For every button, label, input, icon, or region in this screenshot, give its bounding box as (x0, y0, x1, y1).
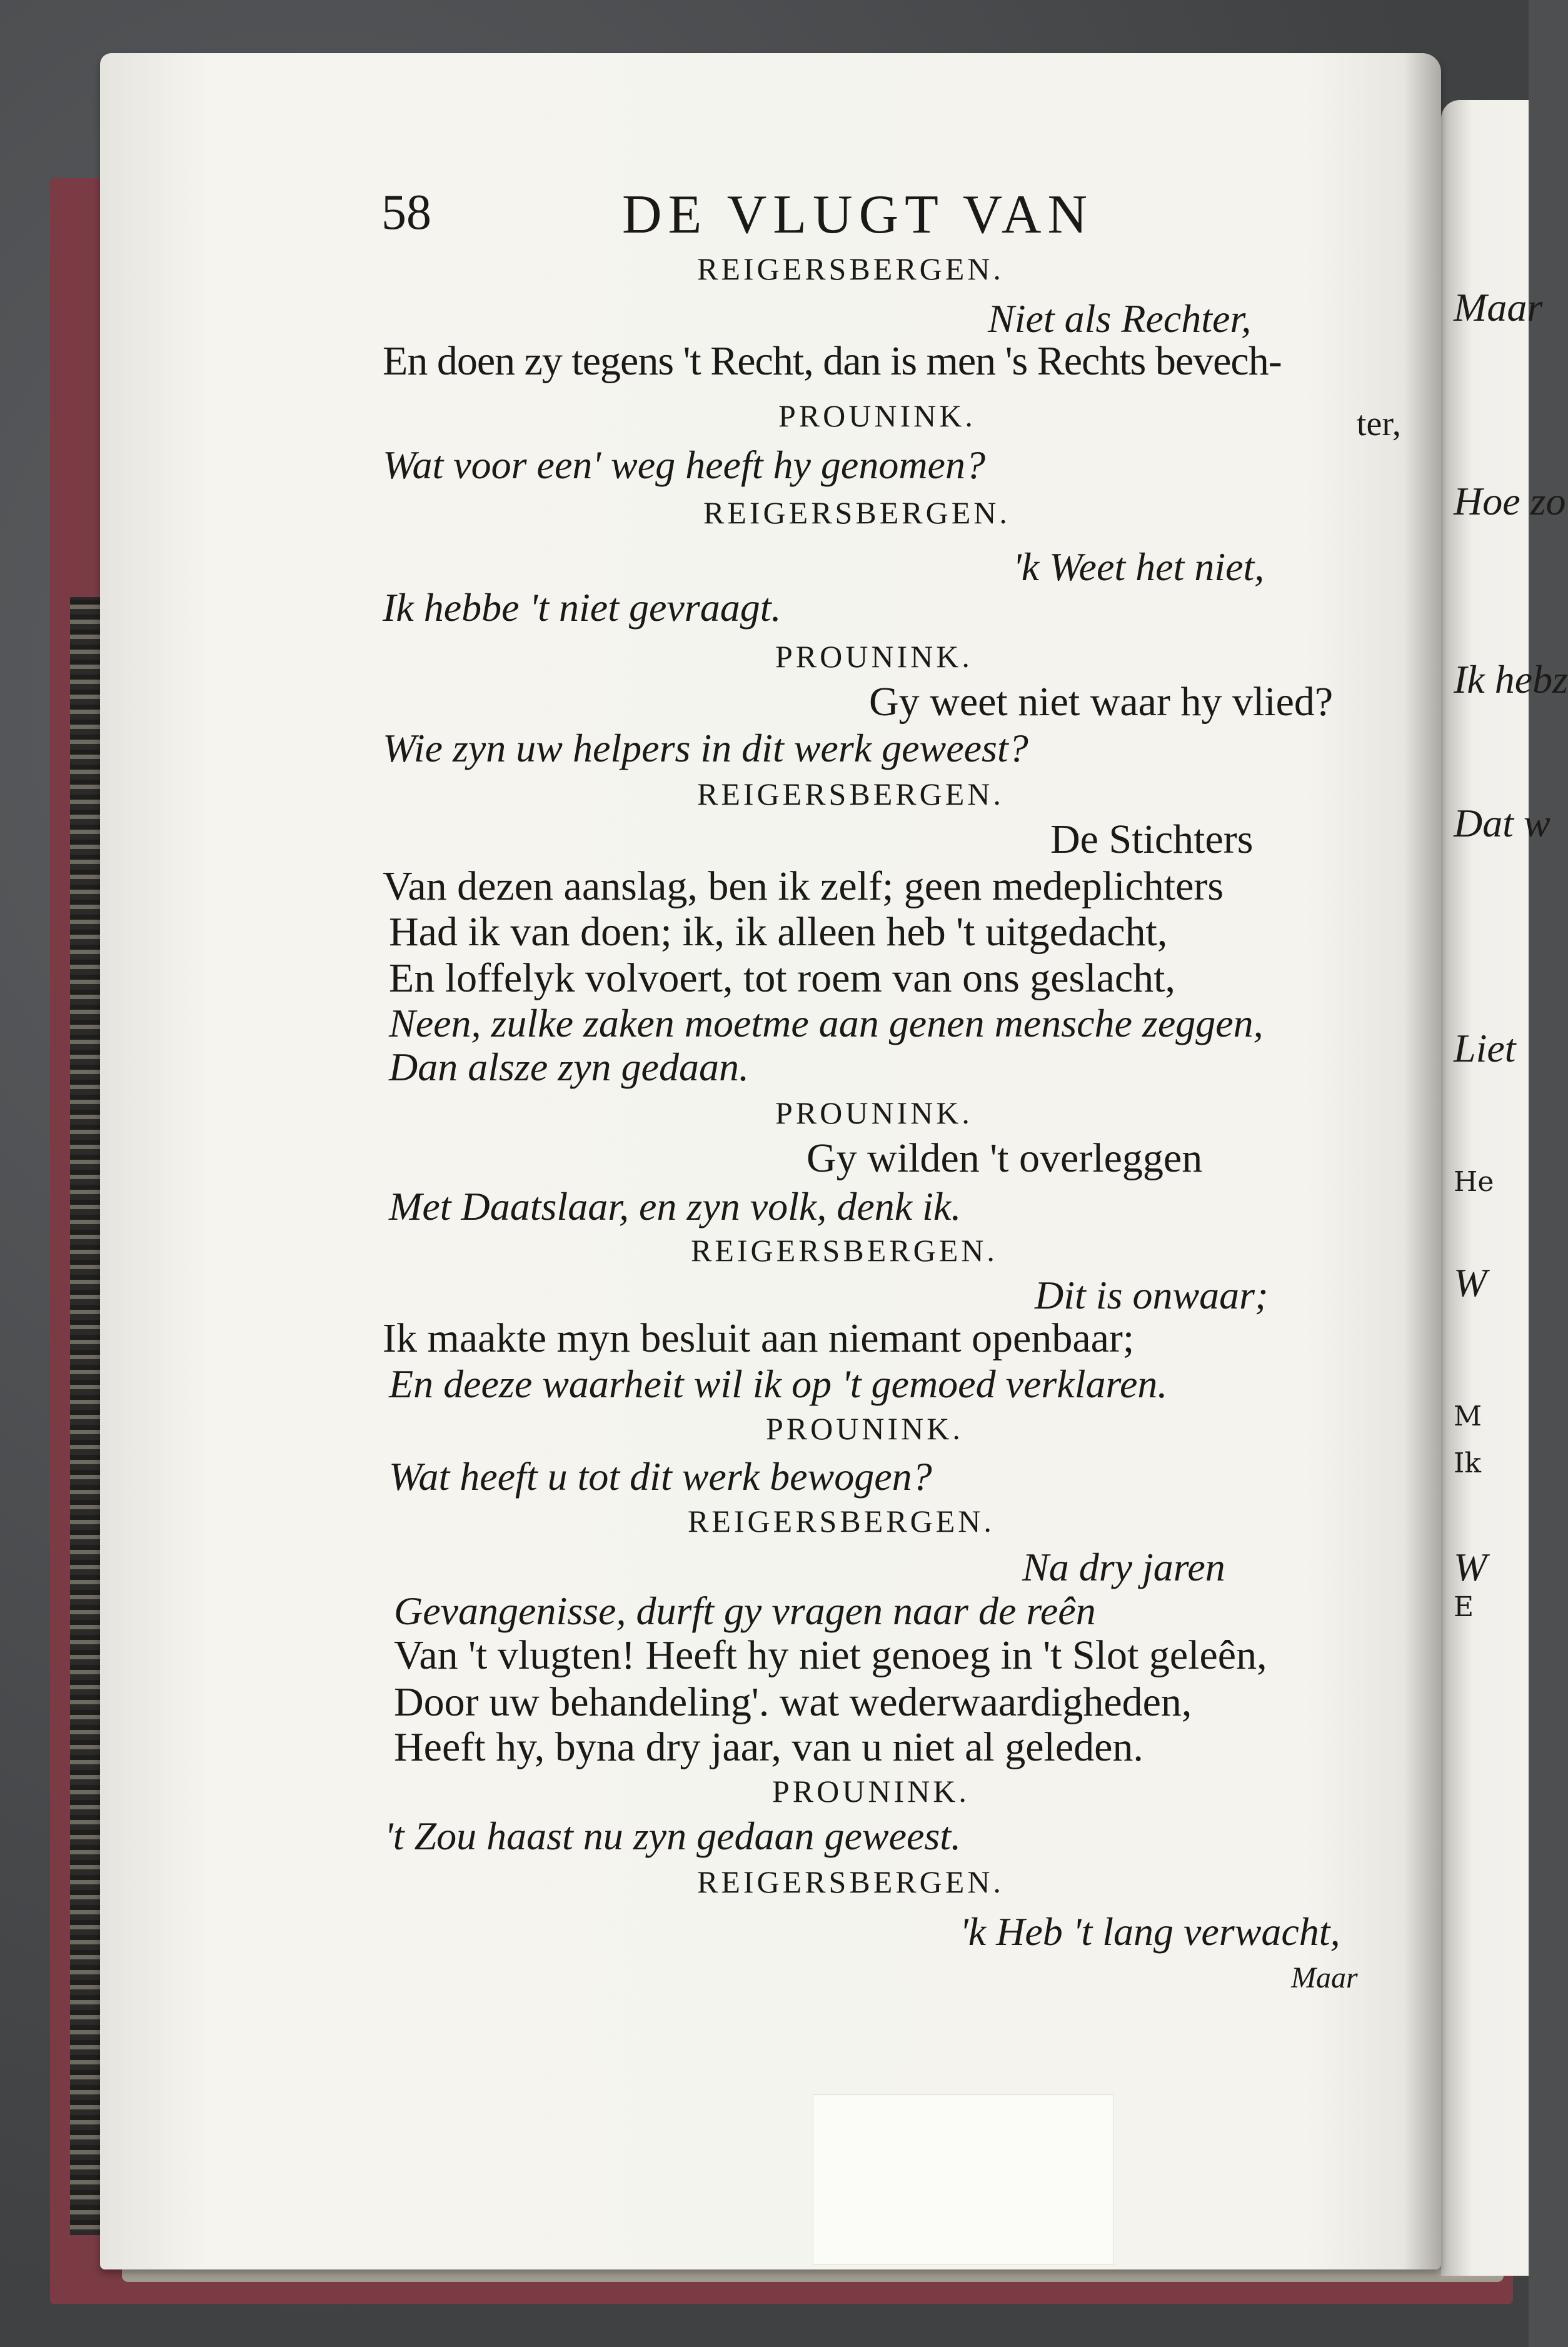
verse-line: Had ik van doen; ik, ik alleen heb 't uitgedacht, (389, 909, 1168, 955)
catchword: Maar (1291, 1961, 1358, 1994)
facing-fragment: Ik (1454, 1447, 1482, 1479)
facing-fragment: Hoe zo (1454, 479, 1566, 523)
verse-line: 't Zou haast nu zyn gedaan geweest. (384, 1814, 962, 1858)
verse-line: En deeze waarheit wil ik op 't gemoed verklaren. (389, 1362, 1168, 1406)
speaker-name: PROUNINK. (766, 1411, 963, 1446)
facing-fragment: W (1454, 1260, 1487, 1305)
speaker-name: REIGERSBERGEN. (688, 1504, 995, 1539)
verse-line: Neen, zulke zaken moetme aan genen mensche zeggen, (389, 1001, 1264, 1045)
facing-fragment: E (1454, 1591, 1474, 1623)
speaker-name: PROUNINK. (778, 398, 976, 433)
verse-line: Door uw behandeling'. wat wederwaardigheden, (394, 1679, 1192, 1725)
verse-line: Van 't vlugten! Heeft hy niet genoeg in 't Slot geleên, (394, 1632, 1267, 1678)
speaker-name: REIGERSBERGEN. (691, 1233, 998, 1268)
facing-fragment: Maar (1454, 285, 1543, 329)
verse-line: Wie zyn uw helpers in dit werk geweest? (383, 726, 1028, 770)
verse-line: Gy wilden 't overleggen (807, 1135, 1203, 1181)
facing-fragment: Ik hebz (1454, 657, 1568, 701)
verse-line: Dit is onwaar; (1035, 1273, 1269, 1317)
speaker-name: REIGERSBERGEN. (703, 495, 1010, 530)
library-label (813, 2094, 1114, 2264)
verse-line: Niet als Rechter, (988, 296, 1252, 341)
verse-line: ter, (1357, 405, 1401, 443)
verse-line: Van dezen aanslag, ben ik zelf; geen medeplichters (383, 863, 1224, 909)
verse-line: Na dry jaren (1022, 1545, 1225, 1589)
speaker-name: REIGERSBERGEN. (697, 1864, 1004, 1899)
speaker-name: REIGERSBERGEN. (697, 251, 1004, 286)
page-number: 58 (381, 185, 431, 240)
verse-line: De Stichters (1050, 817, 1254, 862)
speaker-name: PROUNINK. (775, 1095, 973, 1130)
verse-line: Ik maakte myn besluit aan niemant openbaar; (383, 1315, 1135, 1361)
verse-line: Wat voor een' weg heeft hy genomen? (383, 443, 985, 487)
verse-line: 'k Weet het niet, (1013, 545, 1265, 589)
verse-line: Wat heeft u tot dit werk bewogen? (389, 1454, 932, 1499)
facing-fragment: He (1454, 1166, 1494, 1198)
verse-line: En doen zy tegens 't Recht, dan is men 's Rechts bevech- (383, 338, 1282, 384)
verse-line: 'k Heb 't lang verwacht, (960, 1909, 1340, 1954)
facing-fragment: Dat w (1454, 801, 1550, 845)
verse-line: Gy weet niet waar hy vlied? (869, 679, 1334, 725)
verse-line: Ik hebbe 't niet gevraagt. (383, 585, 781, 630)
verse-line: En loffelyk volvoert, tot roem van ons geslacht, (389, 955, 1175, 1001)
verse-line: Gevangenisse, durft gy vragen naar de reên (394, 1589, 1096, 1633)
speaker-name: PROUNINK. (772, 1774, 970, 1809)
facing-fragment: W (1454, 1545, 1487, 1589)
verse-line: Dan alsze zyn gedaan. (389, 1045, 749, 1089)
facing-fragment: M (1454, 1400, 1482, 1432)
running-header: DE VLUGT VAN (622, 184, 1094, 245)
facing-fragment: Liet (1454, 1026, 1516, 1070)
verse-line: Heeft hy, byna dry jaar, van u niet al geleden. (394, 1724, 1143, 1770)
speaker-name: REIGERSBERGEN. (697, 776, 1004, 812)
verse-line: Met Daatslaar, en zyn volk, denk ik. (389, 1184, 962, 1229)
speaker-name: PROUNINK. (775, 639, 973, 674)
